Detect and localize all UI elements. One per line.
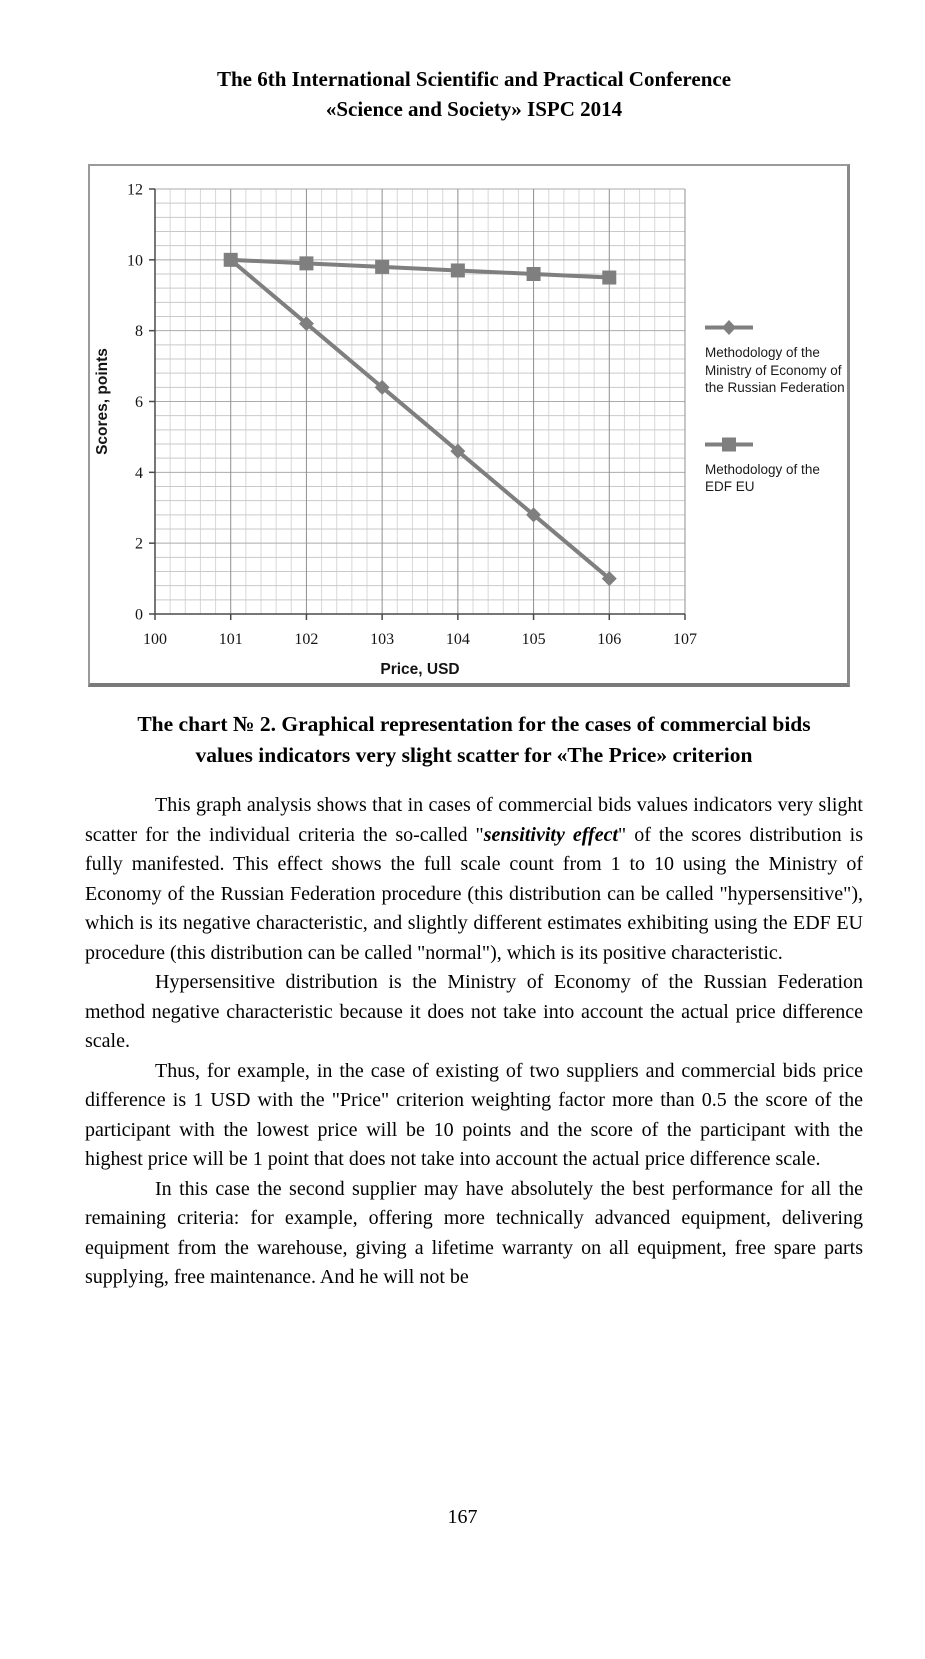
paragraph-1 bbox=[85, 791, 863, 968]
paragraph-4: In this case the second supplier may have absolutely the best performance for all the remaining criteria: for example, offering more technically advanced equipment, delivering equipment from the warehouse, giving a lifetime warranty on all equipment, free spare parts supplying, free maintenance. And he will not be bbox=[85, 1177, 863, 1288]
svg-text:6: 6 bbox=[135, 394, 143, 411]
legend-entry-ministry bbox=[705, 320, 846, 397]
legend-label-edf: Methodology of the EDF EU bbox=[705, 461, 820, 494]
conference-header bbox=[85, 0, 863, 124]
svg-text:106: 106 bbox=[597, 631, 622, 648]
svg-text:10: 10 bbox=[127, 252, 143, 270]
legend-label-ministry: Methodology of the Ministry of Economy of the Russian Federation bbox=[705, 345, 845, 395]
paragraph-3: Thus, for example, in the case of existing of two suppliers and commercial bids price difference is 1 USD with the "Price" criterion weighting factor more than 0.5 the score of the participant with the lowest price will be 10 points and the score of the participant with the highest price will be 1 point that does not take into account the actual price difference scale. bbox=[85, 1059, 863, 1170]
svg-text:0: 0 bbox=[135, 606, 143, 624]
page-number: 167 bbox=[447, 1506, 478, 1528]
paragraph-2: Hypersensitive distribution is the Ministry of Economy of the Russian Federation method negative characteristic because it does not take into account the actual price difference scale. bbox=[85, 971, 863, 1052]
conference-header-line1: The 6th International Scientific and Practical Conference bbox=[216, 67, 732, 91]
conference-header-line2: «Science and Society» ISPC 2014 bbox=[325, 97, 623, 121]
chart-frame bbox=[88, 164, 850, 687]
svg-text:8: 8 bbox=[135, 323, 143, 341]
legend-diamond-icon bbox=[705, 320, 753, 335]
paragraph-1-text-after: " of the scores distribution is fully manifested. This effect shows the full scale count from 1 to 10 using the Ministry of Economy of the Russian Federation procedure (this distribution can be called "hypersensitive"), which is its negative characteristic, and slightly different estimates exhibiting using the EDF EU procedure (this distribution can be called "normal"), which is its positive characteristic. bbox=[85, 823, 864, 964]
chart-caption: The chart № 2. Graphical representation for the cases of commercial bids values indicators very slight scatter for «The Price» criterion bbox=[137, 712, 811, 767]
svg-text:2: 2 bbox=[135, 535, 143, 553]
svg-text:107: 107 bbox=[673, 631, 697, 648]
paragraph-1-text: This graph analysis shows that in cases of commercial bids values indicators very slight scatter for the individual criteria the so-called " bbox=[85, 794, 863, 846]
svg-text:101: 101 bbox=[218, 631, 243, 648]
svg-text:100: 100 bbox=[143, 631, 167, 648]
svg-text:102: 102 bbox=[294, 631, 319, 648]
line-chart-plot bbox=[90, 166, 705, 683]
chart-legend bbox=[705, 320, 846, 536]
paragraph-1-emphasis: sensitivity effect bbox=[483, 823, 619, 846]
svg-text:Scores, points: Scores, points bbox=[94, 348, 111, 455]
legend-entry-edf bbox=[705, 437, 846, 496]
svg-text:12: 12 bbox=[127, 181, 143, 199]
svg-text:105: 105 bbox=[521, 631, 546, 648]
svg-text:4: 4 bbox=[135, 464, 143, 482]
svg-text:Price, USD: Price, USD bbox=[380, 661, 460, 678]
svg-text:103: 103 bbox=[370, 631, 395, 648]
svg-text:104: 104 bbox=[445, 631, 470, 648]
body-text bbox=[85, 791, 863, 1293]
legend-square-icon bbox=[705, 437, 753, 452]
